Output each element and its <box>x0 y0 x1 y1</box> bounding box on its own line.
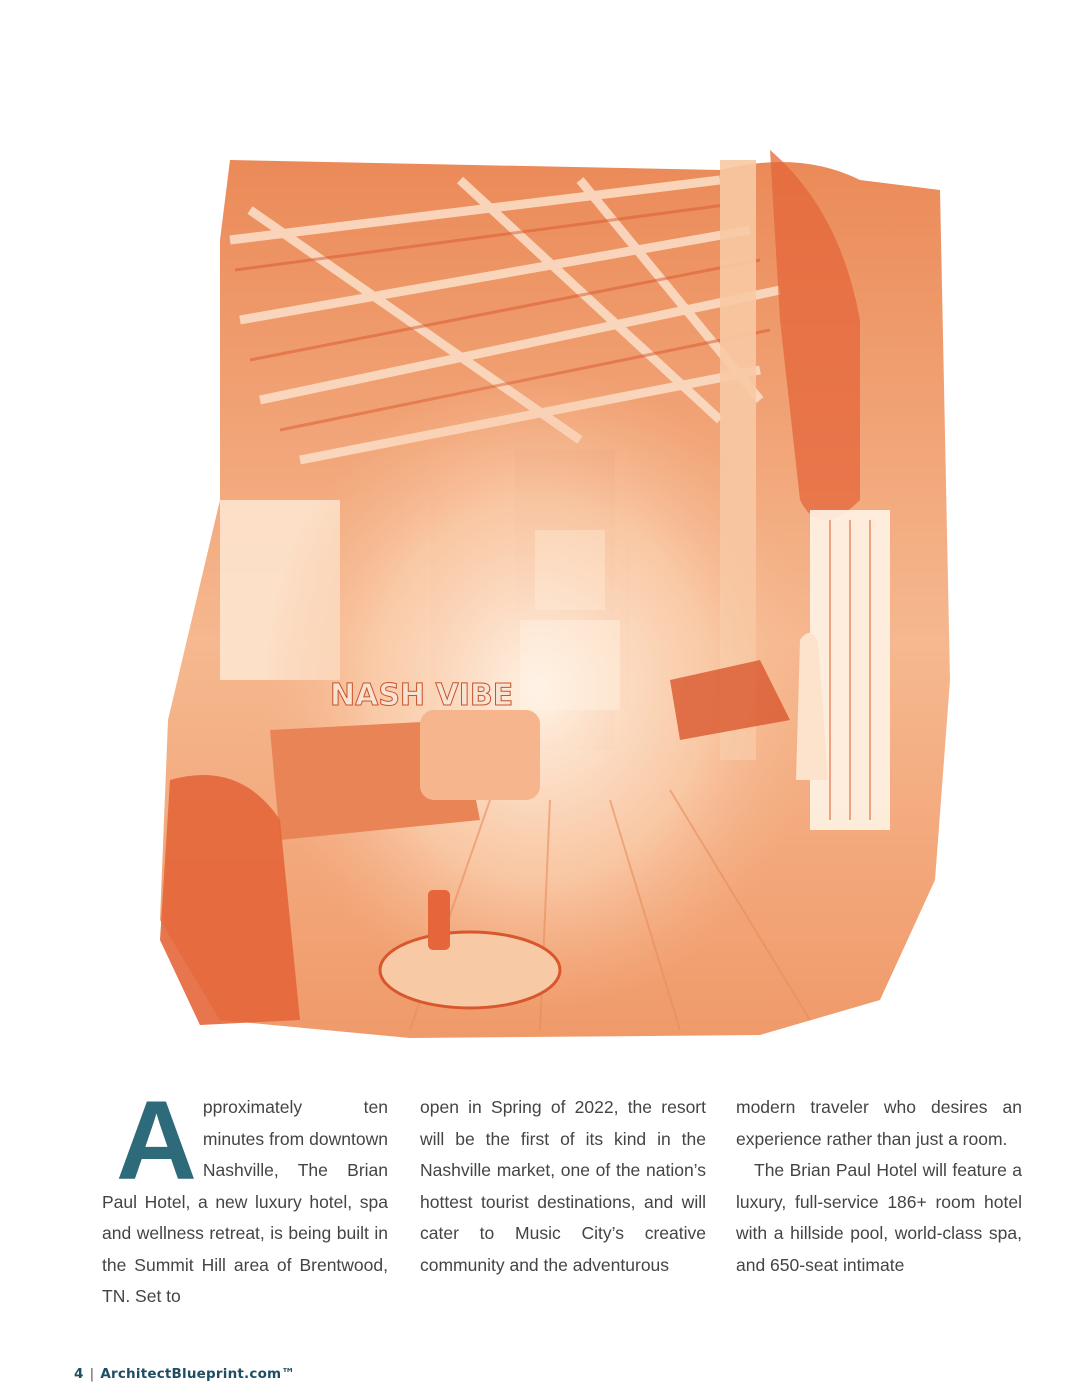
nash-vibe-sign: NASH VIBE <box>330 678 514 713</box>
article-column-2 <box>420 1092 706 1281</box>
footer-separator: | <box>89 1366 95 1382</box>
paragraph-1-part-2: open in Spring of 2022, the resort will be the first of its kind in the Nashville market, one of the nation’s hottest tourist destinations, and will cater to Music City’s creative community and the adventurous <box>420 1097 706 1275</box>
article-column-1 <box>102 1078 388 1313</box>
article-body <box>102 1078 1022 1306</box>
page-number: 4 <box>74 1366 84 1382</box>
drop-cap: A <box>116 1078 197 1203</box>
site-name: ArchitectBlueprint.com™ <box>100 1366 296 1382</box>
paragraph-2: The Brian Paul Hotel will feature a luxury, full-service 186+ room hotel with a hillside pool, world-class spa, and 650-seat intimate <box>736 1160 1022 1275</box>
watercolor-interior-illustration <box>160 120 950 1040</box>
article-column-3 <box>736 1092 1022 1281</box>
page-footer <box>74 1366 295 1382</box>
paragraph-1-part-1: pproximately ten minutes from downtown Nashville, The Brian Paul Hotel, a new luxury hotel, spa and wellness retreat, is being built in the Summit Hill area of Brentwood, TN. Set to <box>102 1097 388 1306</box>
paragraph-1-part-3: modern traveler who desires an experience rather than just a room. <box>736 1097 1022 1149</box>
